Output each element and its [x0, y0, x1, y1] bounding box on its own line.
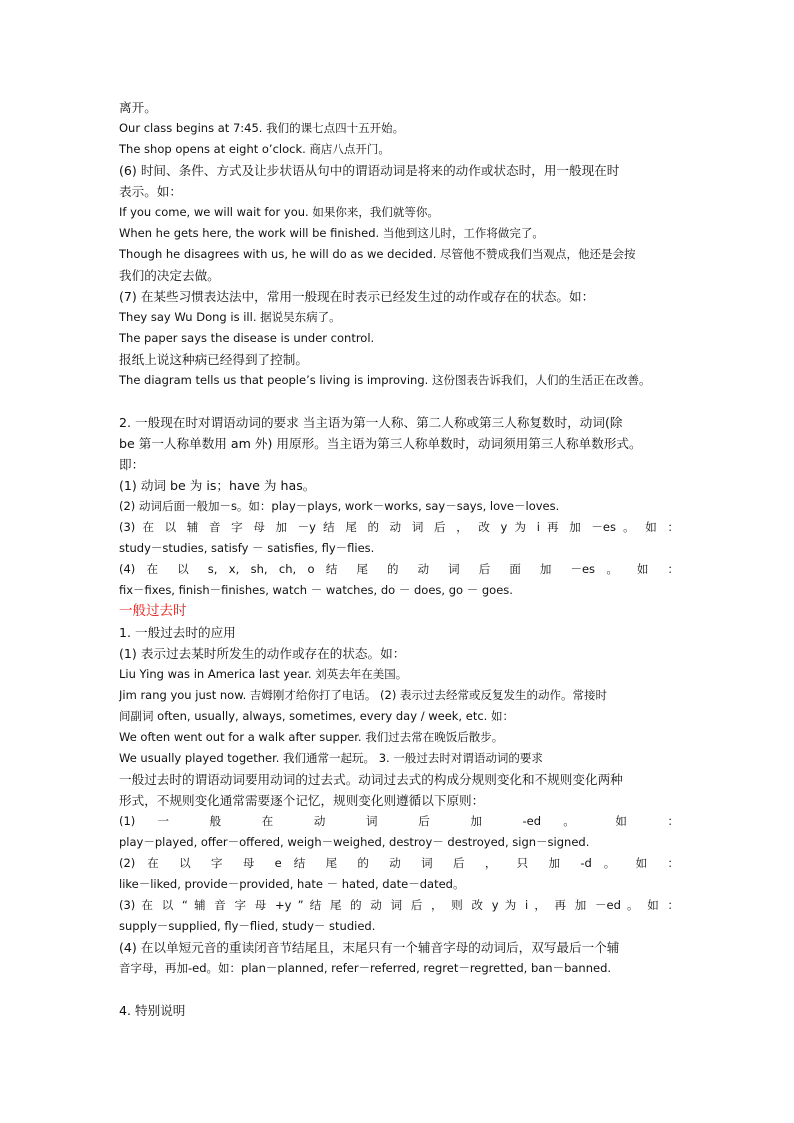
- text-line: Our class begins at 7:45. 我们的课七点四十五开始。: [119, 121, 405, 135]
- text-line: 我们的决定去做。: [119, 268, 220, 283]
- text-line: 一般过去时的谓语动词要用动词的过去式。动词过去式的构成分规则变化和不规则变化两种: [119, 772, 623, 787]
- paragraph-gap: [119, 391, 679, 412]
- text-line: 间副词 often, usually, always, sometimes, every day / week, etc. 如：: [119, 709, 514, 723]
- text-line: We usually played together. 我们通常一起玩。 3. 一般过去时对谓语动词的要求: [119, 751, 543, 765]
- text-line: (1) 一 般 在 动 词 后 加 -ed 。 如 ：: [119, 814, 679, 828]
- document-body: [119, 97, 679, 1021]
- text-line: 4. 特别说明: [119, 1003, 186, 1018]
- text-line: The shop opens at eight o’clock. 商店八点开门。: [119, 142, 390, 156]
- text-line: When he gets here, the work will be finished. 当他到这儿时，工作将做完了。: [119, 226, 544, 240]
- text-line: (4) 在以单短元音的重读闭音节结尾且，末尾只有一个辅音字母的动词后，双写最后一个辅: [119, 940, 620, 955]
- text-line: 离开。: [119, 100, 157, 115]
- text-line: (3) 在 以 辅 音 字 母 加 －y 结 尾 的 动 词 后 ， 改 y 为 i 再 加 －es 。 如 ：: [119, 520, 679, 534]
- text-line: 2. 一般现在时对谓语动词的要求 当主语为第一人称、第二人称或第三人称复数时，动词(除: [119, 415, 623, 430]
- text-line: (4) 在 以 s, x, sh, ch, o 结 尾 的 动 词 后 面 加 －es 。 如 ：: [119, 562, 679, 576]
- text-line: (2) 动词后面一般加－s。如：play－plays, work－works, say－says, love－loves.: [119, 499, 560, 513]
- text-line: like－liked, provide－provided, hate － hated, date－dated。: [119, 877, 465, 891]
- text-line: Jim rang you just now. 吉姆刚才给你打了电话。 (2) 表示过去经常或反复发生的动作。常接时: [119, 688, 607, 702]
- text-line: fix－fixes, finish－finishes, watch － watches, do － does, go － goes.: [119, 583, 513, 597]
- text-line: If you come, we will wait for you. 如果你来，我们就等你。: [119, 205, 439, 219]
- text-line: 1. 一般过去时的应用: [119, 625, 236, 640]
- text-line: 即：: [119, 457, 145, 472]
- text-line: (2) 在 以 字 母 e 结 尾 的 动 词 后 ， 只 加 -d 。 如 ：: [119, 856, 679, 870]
- text-line: Liu Ying was in America last year. 刘英去年在美国。: [119, 667, 408, 681]
- text-line: 形式，不规则变化通常需要逐个记忆，规则变化则遵循以下原则：: [119, 793, 485, 808]
- text-line: 报纸上说这种病已经得到了控制。: [119, 352, 308, 367]
- text-line: study－studies, satisfy － satisfies, fly－flies.: [119, 541, 375, 555]
- text-line: 表示。如：: [119, 184, 182, 199]
- text-line: (7) 在某些习惯表达法中，常用一般现在时表示已经发生过的动作或存在的状态。如：: [119, 289, 595, 304]
- text-line: supply－supplied, fly－flied, study－ studied.: [119, 919, 376, 933]
- text-line: be 第一人称单数用 am 外) 用原形。当主语为第三人称单数时，动词须用第三人称单数形式。: [119, 436, 642, 451]
- paragraph-gap: [119, 979, 679, 1000]
- text-line: (6) 时间、条件、方式及让步状语从句中的谓语动词是将来的动作或状态时，用一般现在时: [119, 163, 620, 178]
- section-heading: 一般过去时: [119, 603, 187, 619]
- text-line: play－played, offer－offered, weigh－weighed, destroy－ destroyed, sign－signed.: [119, 835, 590, 849]
- text-line: The diagram tells us that people’s living is improving. 这份图表告诉我们，人们的生活正在改善。: [119, 373, 651, 387]
- text-line: They say Wu Dong is ill. 据说吴东病了。: [119, 310, 341, 324]
- text-line: 音字母，再加-ed。如：plan－planned, refer－referred, regret－regretted, ban－banned.: [119, 961, 612, 975]
- text-line: (1) 动词 be 为 is；have 为 has。: [119, 478, 316, 493]
- text-line: Though he disagrees with us, he will do as we decided. 尽管他不赞成我们当观点，他还是会按: [119, 247, 636, 261]
- text-line: (3) 在 以 “ 辅 音 字 母 +y ” 结 尾 的 动 词 后 ， 则 改 y 为 i ， 再 加 －ed 。 如 ：: [119, 898, 679, 912]
- text-line: The paper says the disease is under control.: [119, 331, 375, 345]
- text-line: We often went out for a walk after supper. 我们过去常在晚饭后散步。: [119, 730, 504, 744]
- text-line: (1) 表示过去某时所发生的动作或存在的状态。如：: [119, 646, 406, 661]
